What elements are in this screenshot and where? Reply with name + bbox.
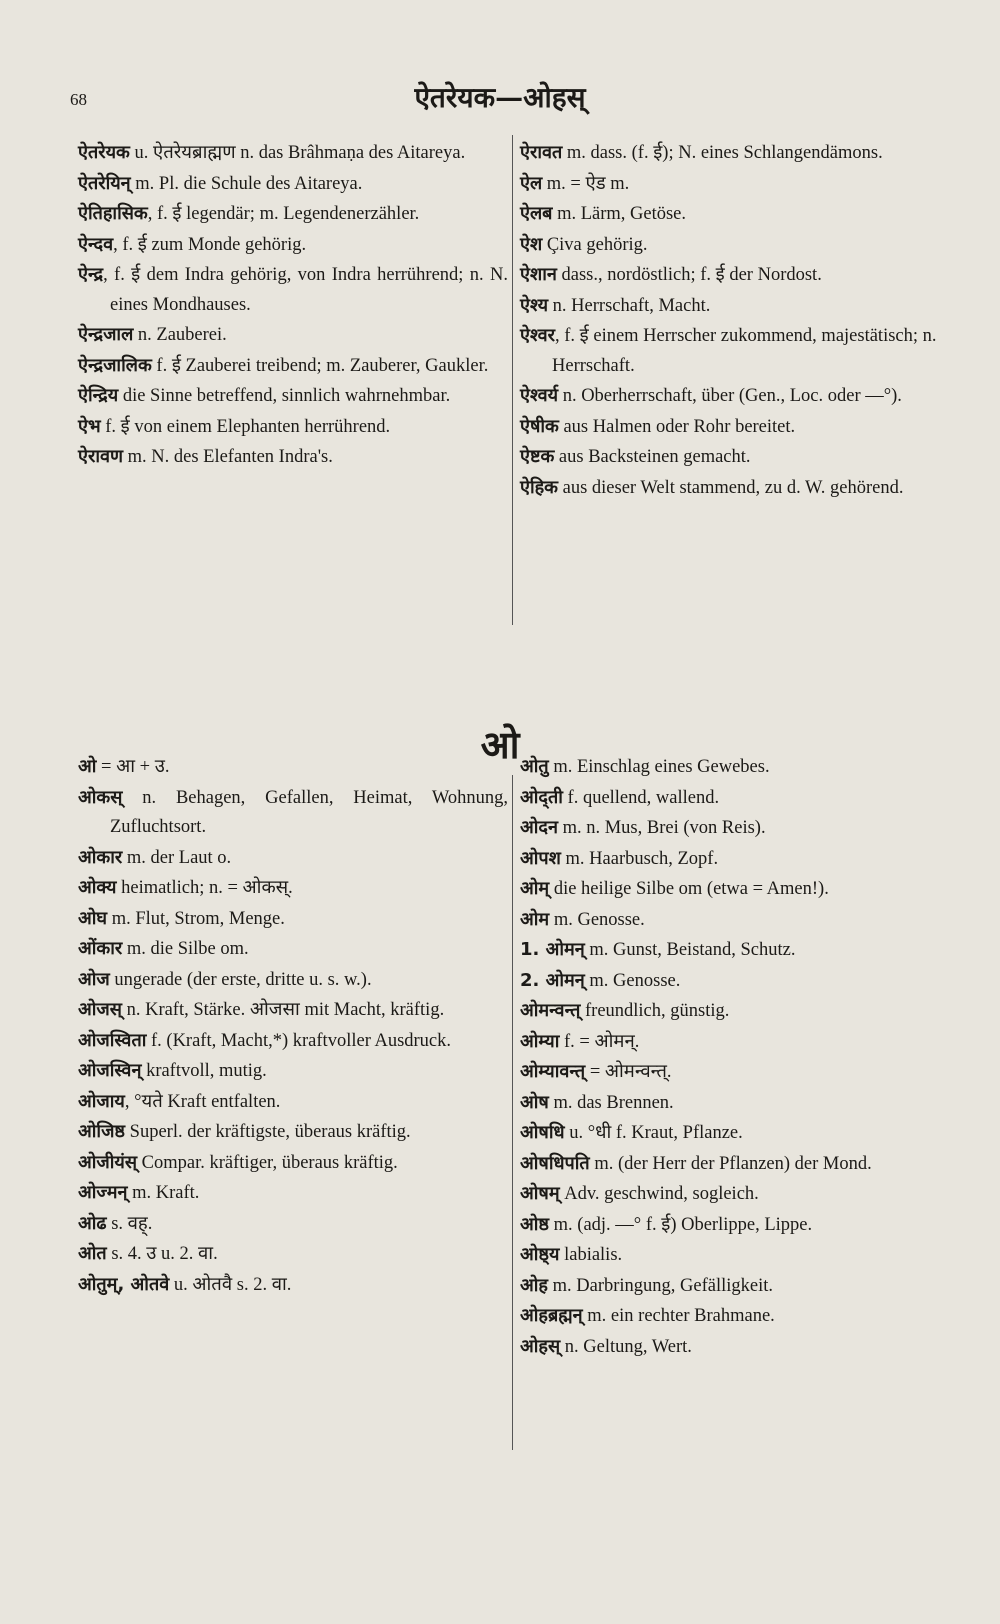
entry-headword: ओजीयंस् [78,1151,138,1173]
entry-headword: ओजस्विन् [78,1060,142,1081]
entry-headword: ओढ [78,1212,107,1234]
entry-headword: ओषम् [520,1183,560,1204]
dictionary-entry [78,1239,508,1270]
entry-definition: f. = ओमन्. [559,1031,640,1052]
entry-headword: ऐन्द्रिय [78,385,119,406]
entry-headword: ओष्ठ्य [520,1244,560,1265]
dictionary-entry [520,1149,945,1180]
entry-definition: u. ऐतरेयब्राह्मण n. das Brâhmaṇa des Aitareya. [129,143,466,163]
entry-headword: ऐशान [520,264,557,285]
section-heading: ओ [480,723,520,767]
entry-headword: ऐश्वर [520,325,555,346]
entry-definition: n. Kraft, Stärke. ओजसा mit Macht, kräftig. [121,1000,445,1020]
entry-definition: f. ई von einem Elephanten herrührend. [100,416,391,437]
running-head: ऐतरेयक—ओहस् [414,81,586,114]
dictionary-entry [520,1271,945,1302]
dictionary-entry [520,1088,945,1119]
entry-definition: f. (Kraft, Macht,*) kraftvoller Ausdruck. [146,1030,452,1051]
entry-definition: m. Pl. die Schule des Aitareya. [130,173,363,194]
entry-headword: ऐन्द्रजाल [78,324,134,345]
entry-definition: f. quellend, wallend. [562,787,720,808]
entry-headword: ओम [520,908,550,930]
entry-headword: ओतु [520,756,549,777]
dictionary-entry [78,965,508,996]
dictionary-entry [520,1118,945,1149]
entry-definition: Adv. geschwind, sogleich. [559,1184,759,1204]
entry-definition: f. ई Zauberei treibend; m. Zauberer, Gaukler. [151,355,489,376]
dictionary-entry [78,1087,508,1118]
entry-definition: m. ein rechter Brahmane. [582,1306,775,1326]
entry-definition: m. Kraft. [127,1183,200,1203]
entry-headword: 2. ओमन् [520,969,585,991]
entry-definition: , f. ई zum Monde gehörig. [113,234,307,255]
page-number: 68 [70,90,87,109]
entry-definition: m. dass. (f. ई); N. eines Schlangendämons. [562,143,883,163]
dictionary-entry [520,412,945,443]
entry-headword: ओपश [520,847,561,869]
dictionary-entry [520,935,945,966]
entry-headword: ऐरावण [78,446,123,467]
entry-headword: ऐन्द्रजालिक [78,354,152,376]
dictionary-entry [78,351,508,382]
entry-definition: m. Flut, Strom, Menge. [107,908,285,929]
entry-definition: , f. ई legendär; m. Legendenerzähler. [147,204,420,224]
bottom-right-column [520,752,945,1362]
entry-definition: n. Herrschaft, Macht. [548,295,711,316]
entry-definition: m. Haarbusch, Zopf. [560,848,719,869]
column-divider [512,775,513,1450]
dictionary-entry [78,199,508,230]
dictionary-entry [78,1270,508,1301]
entry-definition: Çiva gehörig. [542,234,648,255]
entry-headword: ऐषीक [520,415,559,437]
entry-headword: ऐरावत [520,142,563,163]
entry-definition: m. Genosse. [584,970,681,991]
entry-definition: ungerade (der erste, dritte u. s. w.). [109,969,372,990]
dictionary-entry [520,291,945,322]
entry-definition: m. n. Mus, Brei (von Reis). [557,818,766,838]
entry-headword: ओ [78,756,97,777]
entry-headword: ओहब्रह्मन् [520,1305,583,1326]
dictionary-entry [78,230,508,261]
entry-definition: s. वह्. [106,1213,153,1234]
entry-definition: Compar. kräftiger, überaus kräftig. [137,1152,398,1173]
bottom-left-column [78,752,508,1300]
dictionary-entry [520,1210,945,1241]
dictionary-entry [520,169,945,200]
dictionary-entry [520,752,945,783]
entry-definition: n. Zauberei. [133,325,227,345]
entry-headword: ऐहिक [520,476,558,498]
entry-definition: aus dieser Welt stammend, zu d. W. gehörend. [558,477,904,498]
entry-headword: ऐन्द्र [78,264,104,285]
entry-definition: heimatlich; n. = ओकस्. [116,878,293,898]
entry-headword: ओम्यावन्त् [520,1061,586,1082]
dictionary-entry [520,442,945,473]
entry-headword: ऐलब [520,203,553,224]
entry-headword: ऐष्टक [520,446,555,467]
dictionary-entry [520,230,945,261]
entry-definition: m. Darbringung, Gefälligkeit. [547,1275,774,1296]
entry-headword: ओदन [520,817,558,838]
dictionary-entry [520,844,945,875]
dictionary-entry [78,783,508,843]
entry-headword: ओकस् [78,786,123,808]
dictionary-entry [78,381,508,412]
dictionary-entry [78,1056,508,1087]
entry-definition: aus Halmen oder Rohr bereitet. [558,416,796,437]
entry-definition: m. der Laut o. [122,847,232,868]
dictionary-entry [520,381,945,412]
entry-headword: ओद्ती [520,786,563,808]
entry-headword: ओमन्वन्त् [520,1000,581,1021]
entry-headword: ओज्मन् [78,1182,128,1203]
entry-definition: Superl. der kräftigste, überaus kräftig. [125,1122,411,1142]
entry-definition: n. Behagen, Gefallen, Heimat, Wohnung, Zufluchtsort. [110,787,508,837]
dictionary-entry [520,260,945,291]
dictionary-entry [520,321,945,381]
dictionary-entry [520,1332,945,1363]
entry-headword: ओघ [78,907,108,929]
entry-headword: ऐतरेयक [78,142,130,163]
dictionary-entry [520,138,945,169]
entry-definition: m. Genosse. [549,909,645,930]
entry-headword: ऐल [520,172,543,194]
dictionary-entry [78,843,508,874]
dictionary-entry [78,752,508,783]
dictionary-entry [78,1026,508,1057]
entry-definition: m. = ऐड m. [542,173,630,194]
entry-definition: m. die Silbe om. [122,939,249,959]
entry-definition: m. Einschlag eines Gewebes. [548,757,770,777]
dictionary-entry [520,905,945,936]
entry-headword: ओत [78,1243,107,1264]
dictionary-entry [520,1027,945,1058]
dictionary-entry [78,934,508,965]
entry-headword: 1. ओमन् [520,939,585,960]
dictionary-entry [520,874,945,905]
entry-definition: labialis. [559,1245,623,1265]
entry-definition: dass., nordöstlich; f. ई der Nordost. [556,265,822,285]
entry-headword: ओज [78,968,110,990]
entry-definition: die heilige Silbe om (etwa = Amen!). [549,879,829,899]
entry-headword: ऐतरेयिन् [78,172,131,194]
entry-headword: ओतुम्, ओतवे [78,1273,170,1295]
entry-headword: ओजस्विता [78,1029,147,1051]
entry-headword: ओषधिपति [520,1152,590,1174]
dictionary-entry [78,169,508,200]
entry-headword: ओजिष्ठ [78,1121,126,1142]
entry-headword: ऐश [520,233,543,255]
entry-headword: ओष [520,1091,549,1113]
entry-headword: ओषधि [520,1122,565,1143]
column-divider [512,135,513,625]
entry-definition: kraftvoll, mutig. [141,1061,267,1081]
entry-definition: m. N. des Elefanten Indra's. [123,447,333,467]
dictionary-entry [520,783,945,814]
entry-headword: ओकार [78,846,123,868]
entry-headword: ओजस् [78,999,122,1020]
top-right-column [520,138,945,503]
entry-headword: ओंकार [78,938,123,959]
dictionary-entry [520,199,945,230]
dictionary-entry [78,873,508,904]
dictionary-entry [520,1179,945,1210]
entry-definition: m. (adj. —° f. ई) Oberlippe, Lippe. [549,1214,813,1235]
dictionary-entry [78,260,508,320]
dictionary-entry [78,904,508,935]
entry-definition: m. das Brennen. [548,1092,674,1113]
entry-headword: ओम्या [520,1030,560,1052]
entry-headword: ऐभ [78,415,101,437]
entry-definition: u. ओतवै s. 2. वा. [169,1274,292,1295]
dictionary-entry [520,473,945,504]
entry-headword: ऐतिहासिक [78,203,148,224]
entry-definition: m. Lärm, Getöse. [552,204,687,224]
entry-definition: = आ + उ. [96,757,170,777]
entry-headword: ओह [520,1274,548,1296]
dictionary-entry [78,1178,508,1209]
entry-headword: ऐश्वर्य [520,385,559,406]
dictionary-entry [78,1148,508,1179]
entry-headword: ऐश्य [520,294,549,316]
entry-definition: n. Oberherrschaft, über (Gen., Loc. oder —°). [558,386,902,406]
dictionary-entry [520,966,945,997]
dictionary-entry [78,412,508,443]
entry-headword: ओक्य [78,877,117,898]
entry-definition: s. 4. उ u. 2. वा. [106,1244,218,1264]
entry-headword: ओम् [520,878,550,899]
entry-definition: m. (der Herr der Pflanzen) der Mond. [589,1153,872,1174]
dictionary-entry [520,1240,945,1271]
entry-definition: freundlich, günstig. [580,1001,730,1021]
entry-definition: m. Gunst, Beistand, Schutz. [584,940,796,960]
dictionary-entry [520,996,945,1027]
dictionary-entry [520,1057,945,1088]
entry-definition: , f. ई einem Herrscher zukommend, majestätisch; n. Herrschaft. [552,326,937,376]
entry-definition: , °यते Kraft entfalten. [124,1091,281,1112]
entry-definition: = ओमन्वन्त्. [585,1062,672,1082]
entry-definition: u. °धी f. Kraut, Pflanze. [564,1123,743,1143]
dictionary-entry [78,320,508,351]
top-left-column [78,138,508,473]
entry-headword: ओष्ठ [520,1213,550,1235]
entry-headword: ओजाय [78,1090,125,1112]
entry-headword: ऐन्दव [78,233,114,255]
entry-definition: aus Backsteinen gemacht. [554,447,751,467]
dictionary-entry [78,1117,508,1148]
dictionary-entry [78,138,508,169]
dictionary-entry [520,1301,945,1332]
entry-headword: ओहस् [520,1335,561,1357]
dictionary-entry [520,813,945,844]
entry-definition: n. Geltung, Wert. [560,1336,692,1357]
entry-definition: , f. ई dem Indra gehörig, von Indra herrührend; n. N. eines Mondhauses. [103,265,508,315]
entry-definition: die Sinne betreffend, sinnlich wahrnehmbar. [118,386,451,406]
dictionary-entry [78,442,508,473]
dictionary-entry [78,1209,508,1240]
dictionary-entry [78,995,508,1026]
